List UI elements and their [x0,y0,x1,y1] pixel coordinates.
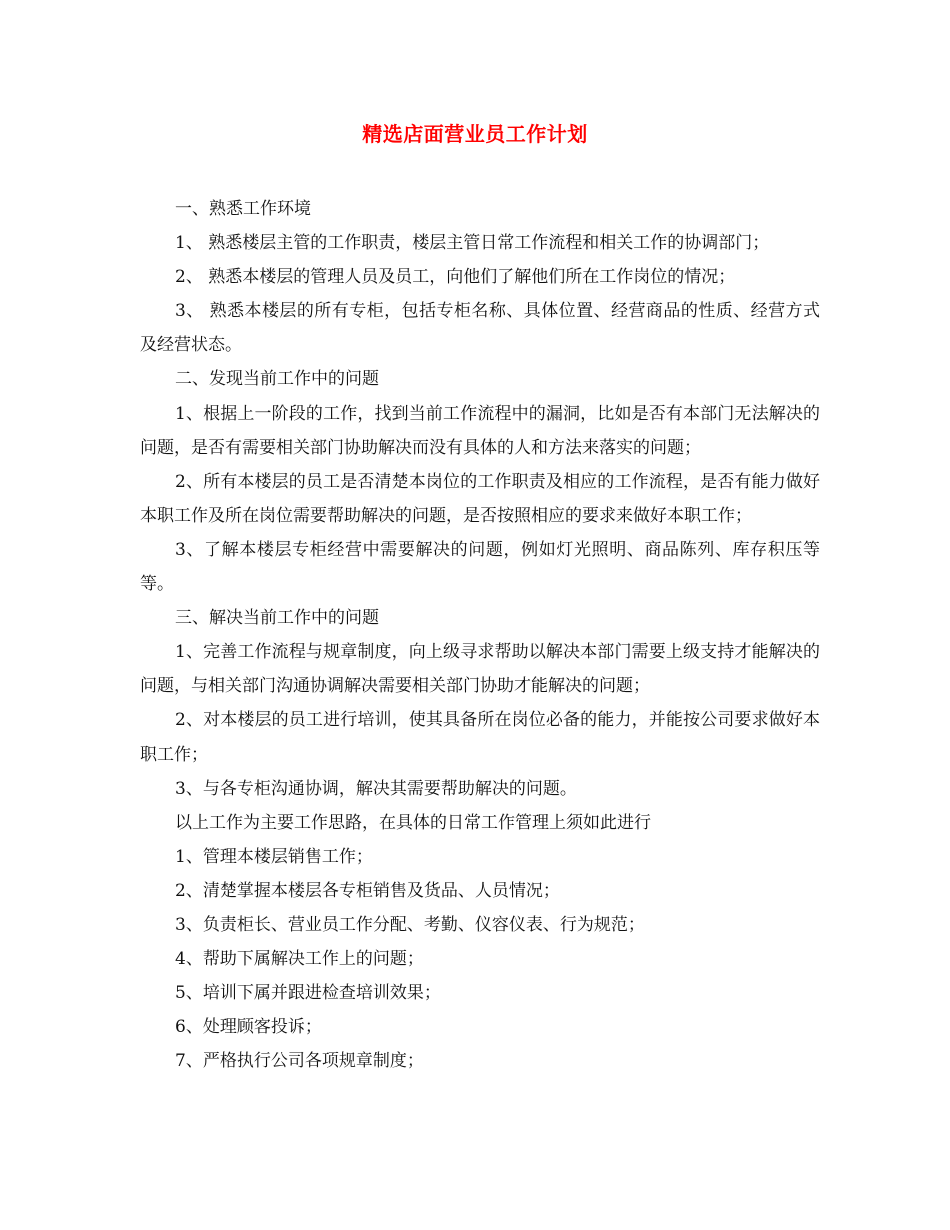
paragraph: 1、根据上一阶段的工作，找到当前工作流程中的漏洞，比如是否有本部门无法解决的问题，是否有需要相关部门协助解决而没有具体的人和方法来落实的问题； [140,403,820,458]
paragraph: 2、 熟悉本楼层的管理人员及员工，向他们了解他们所在工作岗位的情况； [175,267,736,288]
document-title: 精选店面营业员工作计划 [362,122,588,146]
list-item: 1、管理本楼层销售工作； [175,846,373,867]
paragraph: 3、与各专柜沟通协调，解决其需要帮助解决的问题。 [175,778,577,799]
section-heading-1: 一、熟悉工作环境 [175,199,311,219]
list-item: 2、清楚掌握本楼层各专柜销售及货品、人员情况； [175,880,560,901]
list-item: 7、严格执行公司各项规章制度； [175,1051,424,1072]
list-item: 6、处理顾客投诉； [175,1017,322,1038]
list-item: 4、帮助下属解决工作上的问题； [175,949,424,970]
paragraph: 1、完善工作流程与规章制度，向上级寻求帮助以解决本部门需要上级支持才能解决的问题，与相关部门沟通协调解决需要相关部门协助才能解决的问题； [140,642,820,697]
list-item: 3、负责柜长、营业员工作分配、考勤、仪容仪表、行为规范； [175,914,645,935]
paragraph: 3、了解本楼层专柜经营中需要解决的问题，例如灯光照明、商品陈列、库存积压等等。 [140,539,820,595]
paragraph: 以上工作为主要工作思路，在具体的日常工作管理上须如此进行 [175,812,651,833]
paragraph: 1、 熟悉楼层主管的工作职责，楼层主管日常工作流程和相关工作的协调部门； [175,233,770,254]
section-heading-3: 三、解决当前工作中的问题 [175,608,379,629]
list-item: 5、培训下属并跟进检查培训效果； [175,983,441,1004]
section-heading-2: 二、发现当前工作中的问题 [175,369,379,390]
paragraph: 3、 熟悉本楼层的所有专柜，包括专柜名称、具体位置、经营商品的性质、经营方式及经营状态。 [140,301,820,356]
paragraph: 2、所有本楼层的员工是否清楚本岗位的工作职责及相应的工作流程，是否有能力做好本职工作及所在岗位需要帮助解决的问题，是否按照相应的要求来做好本职工作； [140,471,820,526]
document-body [140,192,820,1078]
paragraph: 2、对本楼层的员工进行培训，使其具备所在岗位必备的能力，并能按公司要求做好本职工作； [140,710,820,765]
